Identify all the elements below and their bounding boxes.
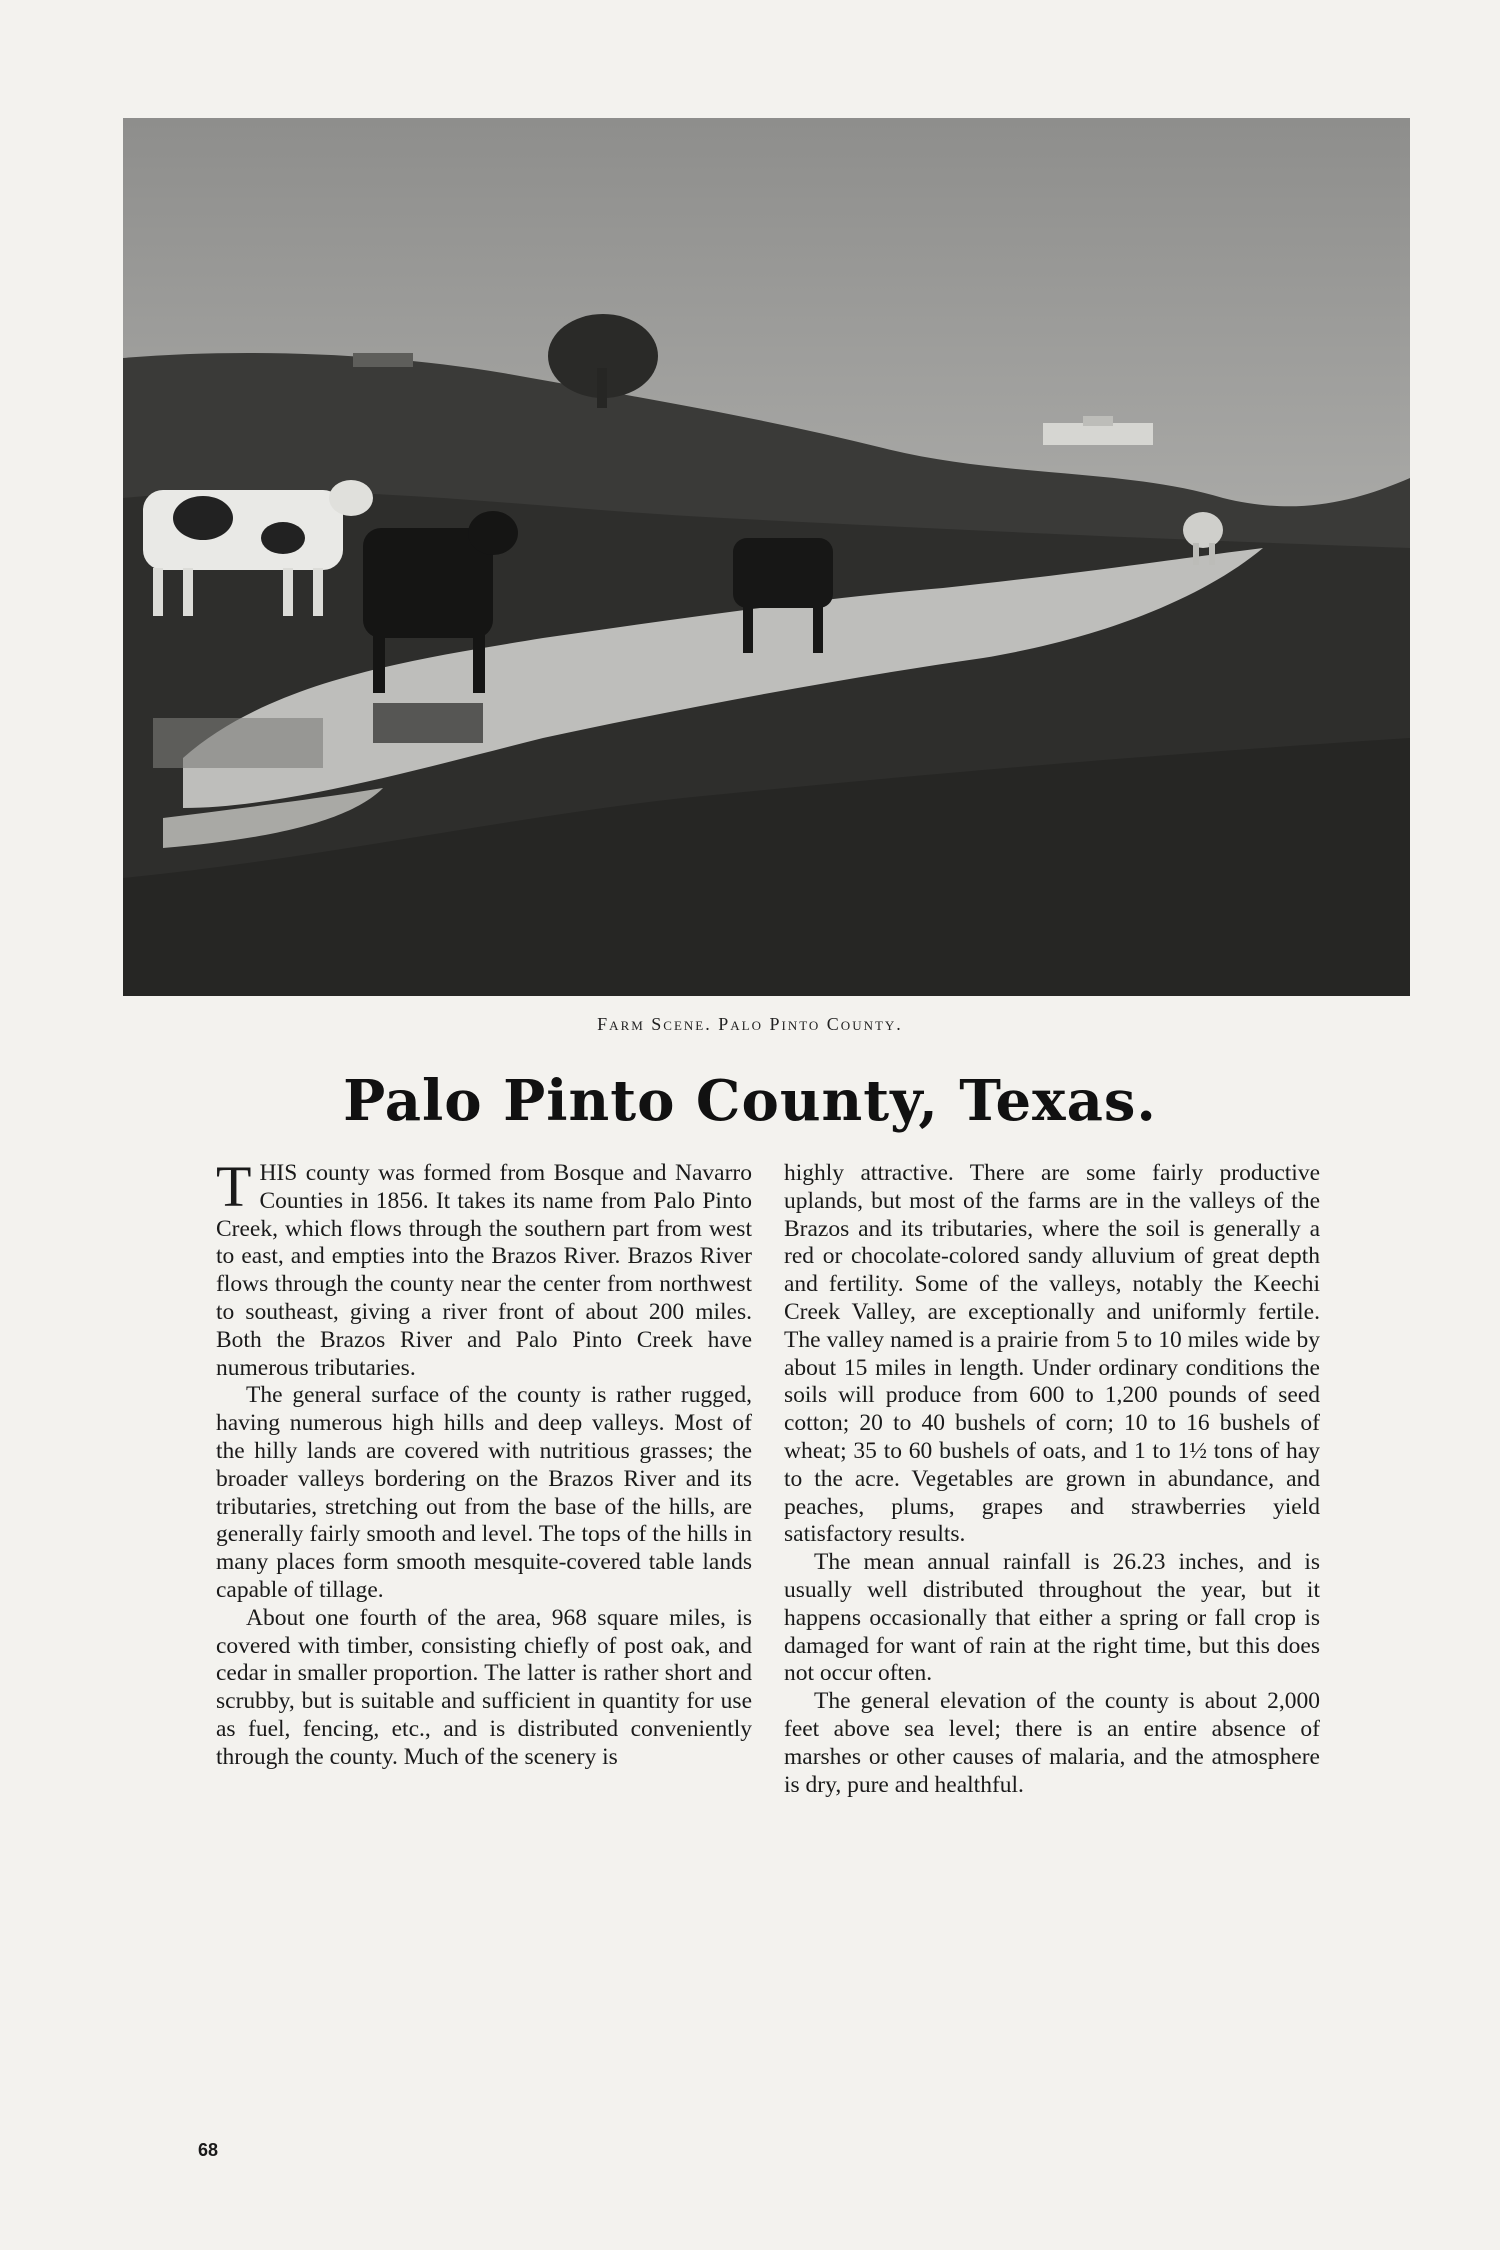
page-title: Palo Pinto County, Texas. — [343, 1068, 1157, 1134]
paragraph: THIS county was formed from Bosque and Navarro Counties in 1856. It takes its name from Palo Pinto Creek, which flows through the southern part from west to east, and empties into the Brazos River. Brazos River flows through the county near the center from northwest to southeast, giving a river front of about 200 miles. Both the Brazos River and Palo Pinto Creek have numerous tributaries. — [216, 1154, 752, 1381]
article-column-left — [216, 1154, 752, 1772]
paragraph: About one fourth of the area, 968 square miles, is covered with timber, consisting chiefly of post oak, and cedar in smaller proportion. The latter is rather short and scrubby, but is suitable and sufficient in quantity for use as fuel, fencing, etc., and is distributed conveniently through the county. Much of the scenery is — [216, 1604, 752, 1770]
drop-cap: T — [216, 1154, 252, 1219]
paragraph: The general surface of the county is rather rugged, having numerous high hills and deep valleys. Most of the hilly lands are covered with nutritious grasses; the broader valleys bordering on the Brazos River and its tributaries, stretching out from the base of the hills, are generally fairly smooth and level. The tops of the hills in many places form smooth mesquite-covered table lands capable of tillage. — [216, 1382, 752, 1603]
photo-illustration — [123, 118, 1410, 996]
page-number: 68 — [198, 2140, 219, 2160]
farm-scene-photo — [123, 118, 1410, 996]
paragraph: The general elevation of the county is about 2,000 feet above sea level; there is an entire absence of marshes or other causes of malaria, and the atmosphere is dry, pure and healthful. — [784, 1688, 1320, 1798]
article-column-right — [784, 1160, 1320, 1799]
paragraph: The mean annual rainfall is 26.23 inches, and is usually well distributed throughout the year, but it happens occasionally that either a spring or fall crop is damaged for want of rain at the right time, but this does not occur often. — [784, 1549, 1320, 1687]
paragraph: highly attractive. There are some fairly productive uplands, but most of the farms are in the valleys of the Brazos and its tributaries, where the soil is generally a red or chocolate-colored sandy alluvium of great depth and fertility. Some of the valleys, notably the Keechi Creek Valley, are exceptionally and uniformly fertile. The valley named is a prairie from 5 to 10 miles wide by about 15 miles in length. Under ordinary conditions the soils will produce from 600 to 1,200 pounds of seed cotton; 20 to 40 bushels of corn; 10 to 16 bushels of wheat; 35 to 60 bushels of oats, and 1 to 1½ tons of hay to the acre. Vegetables are grown in abundance, and peaches, plums, grapes and strawberries yield satisfactory results. — [784, 1160, 1320, 1548]
photo-caption: Farm Scene. Palo Pinto County. — [597, 1014, 903, 1034]
